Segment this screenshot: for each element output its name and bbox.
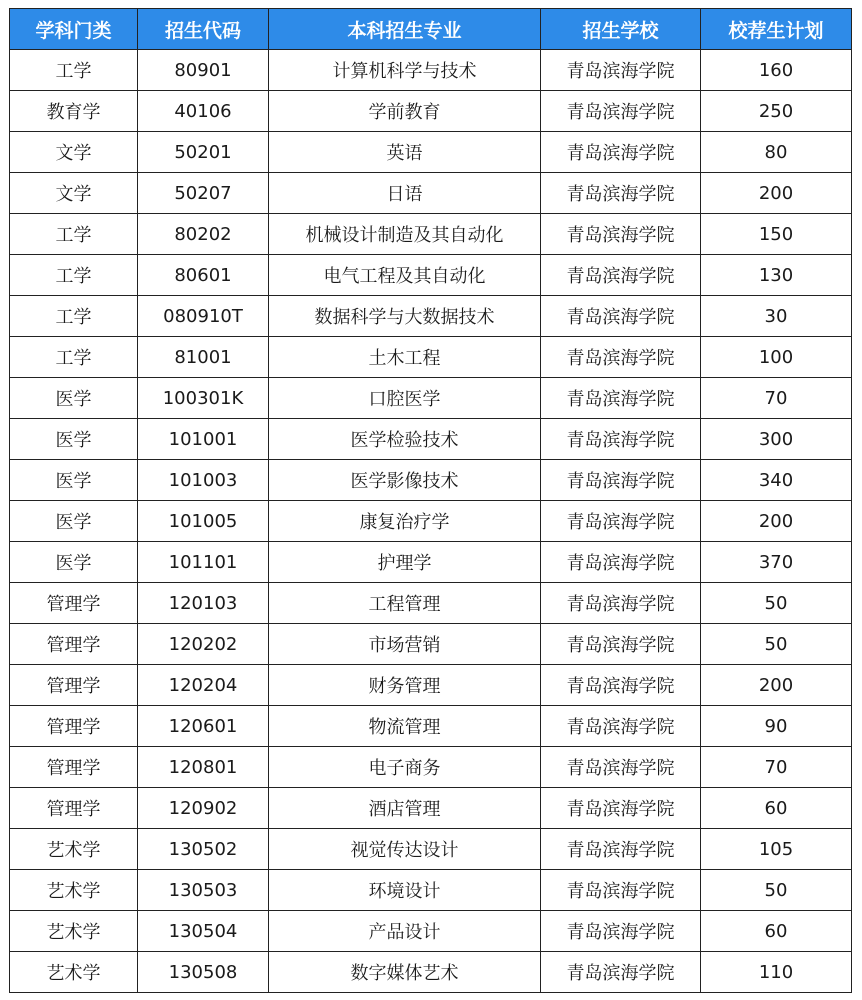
cell-major: 视觉传达设计 [269,829,541,870]
cell-plan: 60 [701,911,852,952]
cell-major: 医学影像技术 [269,460,541,501]
cell-major: 学前教育 [269,91,541,132]
cell-plan: 130 [701,255,852,296]
cell-school: 青岛滨海学院 [541,952,701,993]
cell-category: 工学 [10,296,138,337]
cell-plan: 200 [701,501,852,542]
header-plan: 校荐生计划 [701,9,852,50]
cell-code: 120902 [138,788,269,829]
cell-category: 管理学 [10,788,138,829]
cell-school: 青岛滨海学院 [541,91,701,132]
table-row [10,952,852,993]
cell-school: 青岛滨海学院 [541,829,701,870]
cell-code: 120204 [138,665,269,706]
table-row [10,870,852,911]
cell-major: 数字媒体艺术 [269,952,541,993]
table-header [10,9,852,50]
cell-plan: 50 [701,624,852,665]
cell-category: 文学 [10,173,138,214]
cell-plan: 90 [701,706,852,747]
table-row [10,788,852,829]
cell-code: 40106 [138,91,269,132]
cell-code: 80202 [138,214,269,255]
cell-category: 医学 [10,378,138,419]
cell-major: 电气工程及其自动化 [269,255,541,296]
cell-category: 教育学 [10,91,138,132]
cell-school: 青岛滨海学院 [541,911,701,952]
cell-code: 50201 [138,132,269,173]
cell-plan: 80 [701,132,852,173]
cell-category: 医学 [10,501,138,542]
cell-category: 管理学 [10,665,138,706]
cell-plan: 110 [701,952,852,993]
cell-code: 100301K [138,378,269,419]
cell-plan: 50 [701,583,852,624]
table-row [10,829,852,870]
cell-major: 酒店管理 [269,788,541,829]
cell-category: 管理学 [10,747,138,788]
cell-plan: 250 [701,91,852,132]
table-row [10,665,852,706]
cell-code: 101005 [138,501,269,542]
cell-plan: 340 [701,460,852,501]
cell-category: 工学 [10,255,138,296]
cell-code: 80901 [138,50,269,91]
cell-plan: 100 [701,337,852,378]
cell-category: 工学 [10,214,138,255]
table-row [10,91,852,132]
cell-category: 医学 [10,419,138,460]
cell-code: 50207 [138,173,269,214]
cell-code: 120103 [138,583,269,624]
cell-plan: 370 [701,542,852,583]
cell-school: 青岛滨海学院 [541,132,701,173]
cell-code: 080910T [138,296,269,337]
cell-major: 日语 [269,173,541,214]
cell-code: 80601 [138,255,269,296]
enrollment-table [9,8,852,993]
cell-code: 130508 [138,952,269,993]
cell-major: 环境设计 [269,870,541,911]
cell-plan: 60 [701,788,852,829]
cell-plan: 150 [701,214,852,255]
table-row [10,706,852,747]
cell-school: 青岛滨海学院 [541,501,701,542]
table-row [10,624,852,665]
header-major: 本科招生专业 [269,9,541,50]
cell-code: 101101 [138,542,269,583]
cell-category: 文学 [10,132,138,173]
cell-school: 青岛滨海学院 [541,337,701,378]
table-row [10,378,852,419]
cell-category: 医学 [10,542,138,583]
table-row [10,337,852,378]
cell-plan: 70 [701,378,852,419]
table-row [10,296,852,337]
table-row [10,50,852,91]
cell-plan: 50 [701,870,852,911]
table-row [10,460,852,501]
cell-school: 青岛滨海学院 [541,583,701,624]
table-row [10,255,852,296]
cell-category: 工学 [10,337,138,378]
table-row [10,173,852,214]
cell-school: 青岛滨海学院 [541,747,701,788]
table-row [10,747,852,788]
cell-school: 青岛滨海学院 [541,173,701,214]
cell-category: 工学 [10,50,138,91]
cell-major: 机械设计制造及其自动化 [269,214,541,255]
cell-plan: 160 [701,50,852,91]
cell-code: 120801 [138,747,269,788]
cell-school: 青岛滨海学院 [541,378,701,419]
cell-school: 青岛滨海学院 [541,788,701,829]
cell-major: 电子商务 [269,747,541,788]
cell-category: 管理学 [10,624,138,665]
cell-code: 81001 [138,337,269,378]
cell-category: 管理学 [10,706,138,747]
enrollment-table-container [9,8,852,993]
cell-school: 青岛滨海学院 [541,624,701,665]
cell-plan: 200 [701,665,852,706]
cell-plan: 105 [701,829,852,870]
cell-plan: 70 [701,747,852,788]
table-row [10,501,852,542]
cell-major: 康复治疗学 [269,501,541,542]
cell-major: 计算机科学与技术 [269,50,541,91]
cell-school: 青岛滨海学院 [541,870,701,911]
cell-major: 产品设计 [269,911,541,952]
table-row [10,583,852,624]
cell-major: 工程管理 [269,583,541,624]
header-school: 招生学校 [541,9,701,50]
table-row [10,911,852,952]
cell-code: 120601 [138,706,269,747]
cell-major: 土木工程 [269,337,541,378]
cell-code: 101001 [138,419,269,460]
cell-major: 护理学 [269,542,541,583]
header-code: 招生代码 [138,9,269,50]
cell-school: 青岛滨海学院 [541,214,701,255]
table-row [10,214,852,255]
cell-code: 101003 [138,460,269,501]
header-category: 学科门类 [10,9,138,50]
cell-school: 青岛滨海学院 [541,542,701,583]
cell-major: 医学检验技术 [269,419,541,460]
cell-code: 120202 [138,624,269,665]
cell-plan: 200 [701,173,852,214]
cell-category: 管理学 [10,583,138,624]
cell-major: 数据科学与大数据技术 [269,296,541,337]
cell-category: 艺术学 [10,952,138,993]
cell-major: 口腔医学 [269,378,541,419]
cell-category: 艺术学 [10,870,138,911]
cell-major: 市场营销 [269,624,541,665]
cell-plan: 30 [701,296,852,337]
cell-code: 130502 [138,829,269,870]
cell-school: 青岛滨海学院 [541,665,701,706]
cell-school: 青岛滨海学院 [541,460,701,501]
table-row [10,542,852,583]
cell-category: 医学 [10,460,138,501]
cell-major: 财务管理 [269,665,541,706]
cell-school: 青岛滨海学院 [541,255,701,296]
cell-plan: 300 [701,419,852,460]
cell-category: 艺术学 [10,911,138,952]
table-body [10,50,852,993]
cell-school: 青岛滨海学院 [541,419,701,460]
header-row [10,9,852,50]
table-row [10,419,852,460]
cell-major: 英语 [269,132,541,173]
table-row [10,132,852,173]
cell-code: 130504 [138,911,269,952]
cell-major: 物流管理 [269,706,541,747]
cell-school: 青岛滨海学院 [541,296,701,337]
cell-category: 艺术学 [10,829,138,870]
cell-school: 青岛滨海学院 [541,706,701,747]
cell-school: 青岛滨海学院 [541,50,701,91]
cell-code: 130503 [138,870,269,911]
